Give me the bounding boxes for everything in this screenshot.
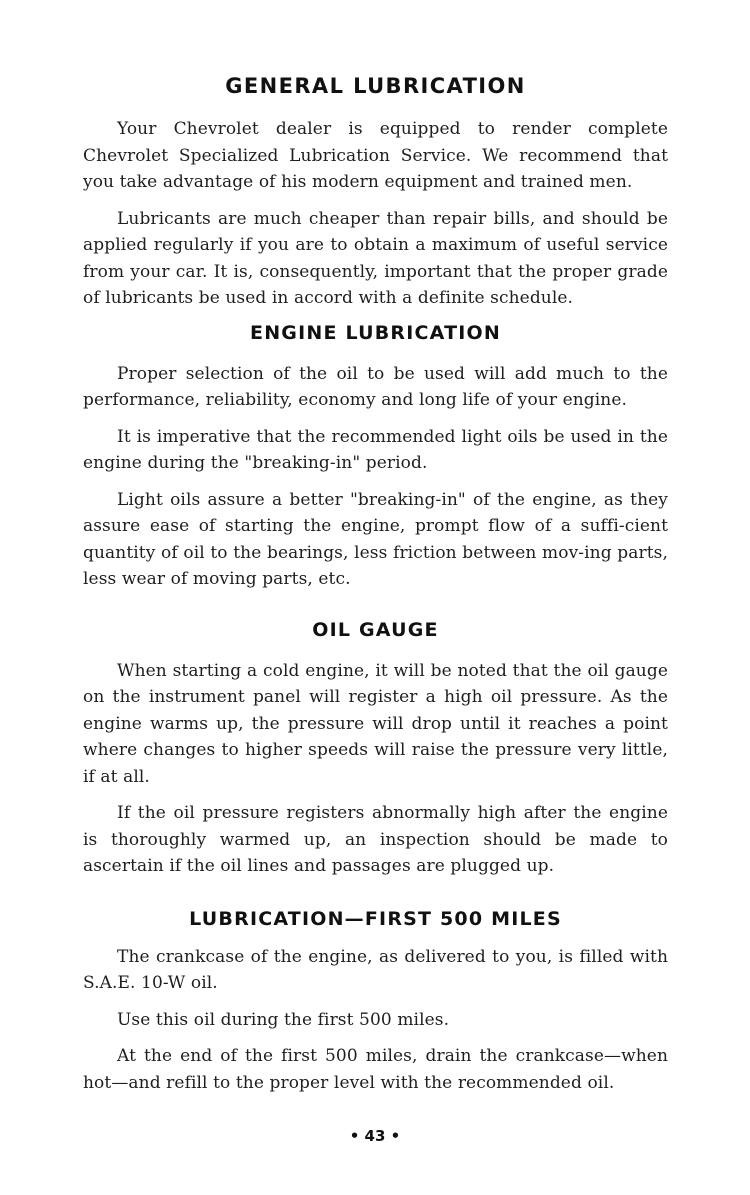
engine-paragraph: Proper selection of the oil to be used will add much to the performance, reliability, economy and long life of your engine.: [83, 363, 668, 410]
first-500-miles-heading: LUBRICATION—FIRST 500 MILES: [189, 907, 562, 930]
first-500-paragraph: At the end of the first 500 miles, drain the crankcase—when hot—and refill to the proper level with the recommended oil.: [83, 1046, 668, 1093]
general-paragraph: Lubricants are much cheaper than repair bills, and should be applied regularly if you are to obtain a maximum of useful service from your car. It is, consequently, important that the proper grade of lubricants be used in accord with a definite schedule.: [83, 208, 668, 308]
oil-gauge-paragraph: When starting a cold engine, it will be noted that the oil gauge on the instrument panel will register a high oil pressure. As the engine warms up, the pressure will drop until it reaches a point where changes to higher speeds will raise the pressure very little, if at all.: [83, 660, 668, 787]
oil-gauge-heading: OIL GAUGE: [312, 618, 439, 641]
first-500-paragraph: The crankcase of the engine, as delivered to you, is filled with S.A.E. 10-W oil.: [83, 946, 668, 993]
engine-lubrication-heading: ENGINE LUBRICATION: [250, 321, 501, 344]
oil-gauge-paragraph: If the oil pressure registers abnormally high after the engine is thoroughly warmed up, an inspection should be made to ascertain if the oil lines and passages are plugged up.: [83, 803, 668, 876]
first-500-paragraph: Use this oil during the first 500 miles.: [117, 1009, 450, 1030]
engine-paragraph: It is imperative that the recommended light oils be used in the engine during the "breaking-in" period.: [83, 426, 668, 473]
general-paragraph: Your Chevrolet dealer is equipped to render complete Chevrolet Specialized Lubrication Service. We recommend that you take advantage of his modern equipment and trained men.: [83, 119, 668, 192]
engine-paragraph: Light oils assure a better "breaking-in" of the engine, as they assure ease of starting the engine, prompt flow of a suffi-cient quantity of oil to the bearings, less friction between mov-ing parts, less wear of moving parts, etc.: [83, 489, 668, 589]
page-number: • 43 •: [349, 1127, 401, 1145]
general-lubrication-heading: GENERAL LUBRICATION: [225, 74, 526, 98]
